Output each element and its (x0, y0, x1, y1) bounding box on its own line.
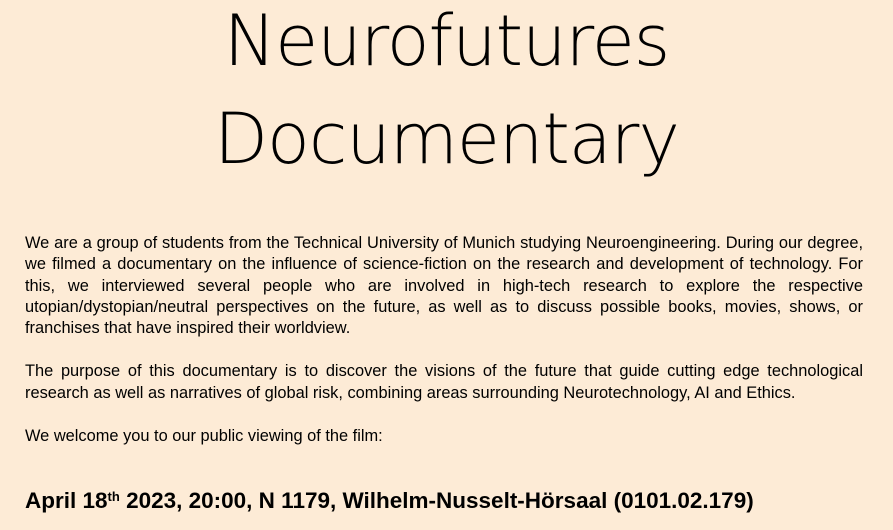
invitation-paragraph: We welcome you to our public viewing of the film: (25, 427, 383, 446)
document-title (0, 0, 893, 188)
event-details (25, 486, 885, 516)
event-time-location: 2023, 20:00, N 1179, Wilhelm-Nusselt-Hörsaal (0101.02.179) (119, 488, 754, 513)
title-line-2: Documentary (214, 98, 679, 180)
intro-paragraph: We are a group of students from the Technical University of Munich studying Neuroengineering. During our degree, we filmed a documentary on the influence of science-fiction on the research and development of technology. For this, we interviewed several people who are involved in high-tech research to explore the respective utopian/dystopian/neutral perspectives on the future, as well as to discuss possible books, movies, shows, or franchises that have inspired their worldview. (25, 234, 863, 338)
purpose-paragraph: The purpose of this documentary is to discover the visions of the future that guide cutting edge technological research as well as narratives of global risk, combining areas surrounding Neurotechnology, AI and Ethics. (25, 362, 863, 402)
title-line-1: Neurofutures (223, 0, 670, 82)
body-text (25, 233, 863, 447)
event-date: April 18 (25, 488, 108, 513)
event-date-ordinal: th (107, 489, 120, 504)
